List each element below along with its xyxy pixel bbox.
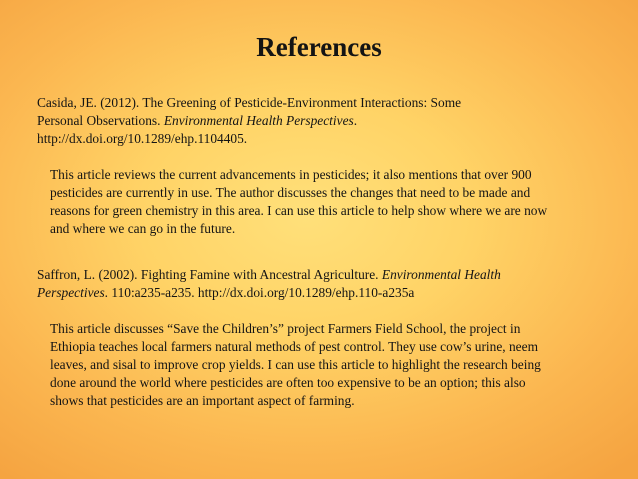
annotation-line: Ethiopia teaches local farmers natural methods of pest control. They use cow’s urine, neem bbox=[50, 339, 538, 354]
citation-line: Personal Observations. Environmental Health Perspectives. bbox=[37, 113, 358, 128]
annotation-line: and where we can go in the future. bbox=[50, 221, 236, 236]
citation-line: Saffron, L. (2002). Fighting Famine with Ancestral Agriculture. Environmental Health bbox=[37, 267, 501, 282]
annotation-line: This article discusses “Save the Children’s” project Farmers Field School, the project in bbox=[50, 321, 521, 336]
reference-annotation bbox=[37, 166, 597, 238]
annotation-line: done around the world where pesticides are often too expensive to be an option; this also bbox=[50, 375, 526, 390]
journal-title: Perspectives bbox=[37, 285, 105, 300]
citation-doi: http://dx.doi.org/10.1289/ehp.1104405. bbox=[37, 131, 248, 146]
reference-citation bbox=[37, 94, 597, 148]
reference-entry bbox=[37, 94, 597, 238]
slide-title: References bbox=[256, 32, 382, 62]
annotation-line: pesticides are currently in use. The author discusses the changes that need to be made and bbox=[50, 185, 531, 200]
journal-title: Environmental Health Perspectives bbox=[163, 113, 354, 128]
annotation-line: reasons for green chemistry in this area. I can use this article to help show where we are now bbox=[50, 203, 548, 218]
annotation-line: leaves, and sisal to improve crop yields. I can use this article to highlight the research being bbox=[50, 357, 541, 372]
annotation-line: shows that pesticides are an important aspect of farming. bbox=[50, 393, 355, 408]
reference-entry bbox=[37, 266, 597, 410]
reference-annotation bbox=[37, 320, 597, 410]
citation-line: Perspectives. 110:a235-a235. http://dx.doi.org/10.1289/ehp.110-a235a bbox=[37, 285, 415, 300]
annotation-line: This article reviews the current advancements in pesticides; it also mentions that over 900 bbox=[50, 167, 532, 182]
citation-line: Casida, JE. (2012). The Greening of Pesticide-Environment Interactions: Some bbox=[37, 95, 462, 110]
reference-citation bbox=[37, 266, 597, 302]
journal-title: Environmental Health bbox=[381, 267, 501, 282]
